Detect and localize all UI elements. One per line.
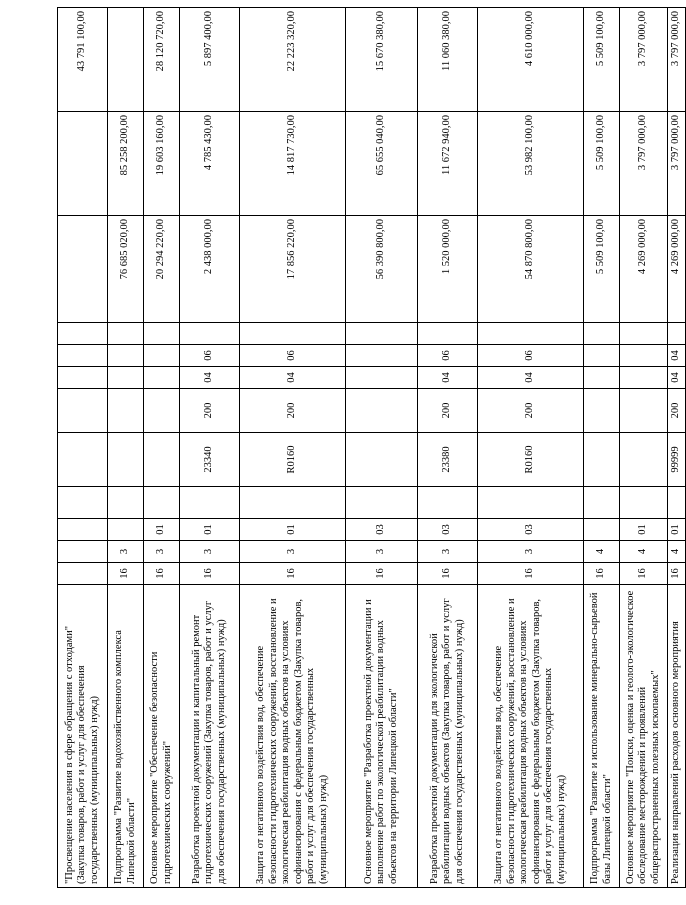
measure-code-cell — [240, 487, 346, 519]
expense-direction-cell — [584, 433, 620, 487]
measure-code-cell — [584, 487, 620, 519]
subprogram-code-cell: 01 — [620, 519, 668, 541]
subsection-code-cell — [346, 345, 418, 367]
program-code-cell: 3 — [346, 541, 418, 563]
amount-year-2: 65 655 040,00 — [346, 112, 418, 216]
amount-year-2: 11 672 940,00 — [418, 112, 478, 216]
admin-code-cell: 16 — [478, 563, 584, 585]
amount-year-1: 56 390 800,00 — [346, 216, 418, 323]
section-code-cell: 04 — [478, 367, 584, 389]
expense-direction-cell: 23340 — [180, 433, 240, 487]
expense-direction-cell — [58, 433, 108, 487]
table-row — [668, 8, 686, 888]
subprogram-code-cell: 03 — [346, 519, 418, 541]
table-row — [240, 8, 346, 888]
budget-item-name: Основное мероприятие "Поиски, оценка и геолого-экологическое обследование месторождений и проявлений общераспространенных полезных ископаемых" — [620, 585, 668, 888]
amount-year-2: 53 982 100,00 — [478, 112, 584, 216]
rotated-page — [57, 8, 682, 888]
section-code-cell: 04 — [418, 367, 478, 389]
budget-item-name: Подпрограмма "Развитие и использование минерально-сырьевой базы Липецкой области" — [584, 585, 620, 888]
amount-year-3: 5 509 100,00 — [584, 8, 620, 112]
measure-code-cell — [418, 487, 478, 519]
admin-code-cell: 16 — [240, 563, 346, 585]
measure-code-cell — [478, 487, 584, 519]
subsection-code-cell: 06 — [240, 345, 346, 367]
table-row — [144, 8, 180, 888]
admin-code-cell: 16 — [668, 563, 686, 585]
amount-year-1: 17 856 220,00 — [240, 216, 346, 323]
expense-direction-cell — [144, 433, 180, 487]
admin-code-cell — [58, 563, 108, 585]
subprogram-code-cell: 03 — [478, 519, 584, 541]
program-code-cell: 3 — [240, 541, 346, 563]
amount-year-2: 3 797 000,00 — [668, 112, 686, 216]
table-row — [478, 8, 584, 888]
amount-year-3: 43 791 100,00 — [58, 8, 108, 112]
budget-item-name: Основное мероприятие "Разработка проектной документации и выполнение работ по экологической реабилитации водных объектов на территории Липецкой области" — [346, 585, 418, 888]
amount-year-3: 5 897 400,00 — [180, 8, 240, 112]
program-code-cell: 3 — [418, 541, 478, 563]
program-code-cell: 3 — [180, 541, 240, 563]
admin-code-cell: 16 — [180, 563, 240, 585]
admin-code-cell: 16 — [620, 563, 668, 585]
measure-code-cell — [620, 487, 668, 519]
section-code-cell — [108, 367, 144, 389]
expense-type-cell: 200 — [240, 389, 346, 433]
budget-item-name: Защита от негативного воздействия вод, обеспечение безопасности гидротехнических сооружений, восстановление и экологическая реабилитация водных объектов на условиях софинансирования с федеральным бюджетом (Закупка товаров, работ и услуг для обеспечения государственных (муниципальных) нужд) — [478, 585, 584, 888]
amount-year-2: 14 817 730,00 — [240, 112, 346, 216]
budget-item-name: Основное мероприятие "Обеспечение безопасности гидротехнических сооружений" — [144, 585, 180, 888]
empty-cell — [144, 323, 180, 345]
admin-code-cell: 16 — [346, 563, 418, 585]
amount-year-1 — [58, 216, 108, 323]
admin-code-cell: 16 — [144, 563, 180, 585]
empty-cell — [584, 323, 620, 345]
amount-year-2 — [58, 112, 108, 216]
expense-type-cell: 200 — [478, 389, 584, 433]
amount-year-3: 15 670 380,00 — [346, 8, 418, 112]
measure-code-cell — [180, 487, 240, 519]
subsection-code-cell: 06 — [418, 345, 478, 367]
amount-year-3: 3 797 000,00 — [668, 8, 686, 112]
subprogram-code-cell — [108, 519, 144, 541]
admin-code-cell: 16 — [108, 563, 144, 585]
empty-cell — [478, 323, 584, 345]
amount-year-2: 4 785 430,00 — [180, 112, 240, 216]
table-row — [346, 8, 418, 888]
expense-type-cell — [620, 389, 668, 433]
expense-type-cell — [108, 389, 144, 433]
table-row — [620, 8, 668, 888]
amount-year-1: 5 509 100,00 — [584, 216, 620, 323]
section-code-cell — [58, 367, 108, 389]
budget-item-name: "Просвещение населения в сфере обращения с отходами" (Закупка товаров, работ и услуг для обеспечения государственных (муниципальных) нужд) — [58, 585, 108, 888]
empty-cell — [108, 323, 144, 345]
section-code-cell — [620, 367, 668, 389]
expense-type-cell: 200 — [668, 389, 686, 433]
table-row — [584, 8, 620, 888]
expense-type-cell: 200 — [180, 389, 240, 433]
section-code-cell: 04 — [180, 367, 240, 389]
subsection-code-cell — [144, 345, 180, 367]
table-row — [58, 8, 108, 888]
amount-year-3: 4 610 000,00 — [478, 8, 584, 112]
expense-direction-cell — [620, 433, 668, 487]
expense-direction-cell: 23380 — [418, 433, 478, 487]
measure-code-cell — [108, 487, 144, 519]
program-code-cell: 4 — [620, 541, 668, 563]
empty-cell — [240, 323, 346, 345]
table-row — [108, 8, 144, 888]
budget-table — [57, 7, 686, 888]
amount-year-1: 1 520 000,00 — [418, 216, 478, 323]
budget-item-name: Подпрограмма "Развитие водохозяйственного комплекса Липецкой области" — [108, 585, 144, 888]
amount-year-1: 4 269 000,00 — [668, 216, 686, 323]
subsection-code-cell — [108, 345, 144, 367]
expense-type-cell — [144, 389, 180, 433]
table-row — [418, 8, 478, 888]
subsection-code-cell: 06 — [180, 345, 240, 367]
table-row — [180, 8, 240, 888]
program-code-cell: 3 — [478, 541, 584, 563]
empty-cell — [58, 323, 108, 345]
expense-direction-cell — [108, 433, 144, 487]
budget-item-name: Реализация направлений расходов основного мероприятия — [668, 585, 686, 888]
amount-year-3 — [108, 8, 144, 112]
program-code-cell: 3 — [108, 541, 144, 563]
amount-year-3: 22 223 320,00 — [240, 8, 346, 112]
subprogram-code-cell: 01 — [180, 519, 240, 541]
budget-item-name: Разработка проектной документации и капитальный ремонт гидротехнических сооружений (Закупка товаров, работ и услуг для обеспечения государственных (муниципальных) нужд) — [180, 585, 240, 888]
measure-code-cell — [668, 487, 686, 519]
subsection-code-cell — [620, 345, 668, 367]
subprogram-code-cell: 01 — [668, 519, 686, 541]
expense-direction-cell: R0160 — [240, 433, 346, 487]
measure-code-cell — [144, 487, 180, 519]
budget-item-name: Защита от негативного воздействия вод, обеспечение безопасности гидротехнических сооружений, восстановление и экологическая реабилитация водных объектов на условиях софинансирования с федеральным бюджетом (Закупка товаров, работ и услуг для обеспечения государственных (муниципальных) нужд) — [240, 585, 346, 888]
empty-cell — [346, 323, 418, 345]
section-code-cell — [584, 367, 620, 389]
amount-year-2: 3 797 000,00 — [620, 112, 668, 216]
amount-year-2: 85 258 200,00 — [108, 112, 144, 216]
subprogram-code-cell: 01 — [240, 519, 346, 541]
section-code-cell: 04 — [668, 367, 686, 389]
empty-cell — [180, 323, 240, 345]
subprogram-code-cell: 03 — [418, 519, 478, 541]
expense-direction-cell — [346, 433, 418, 487]
subprogram-code-cell — [58, 519, 108, 541]
amount-year-2: 5 509 100,00 — [584, 112, 620, 216]
program-code-cell — [58, 541, 108, 563]
measure-code-cell — [58, 487, 108, 519]
program-code-cell: 4 — [668, 541, 686, 563]
expense-type-cell — [346, 389, 418, 433]
empty-cell — [418, 323, 478, 345]
amount-year-3: 28 120 720,00 — [144, 8, 180, 112]
amount-year-1: 20 294 220,00 — [144, 216, 180, 323]
amount-year-3: 3 797 000,00 — [620, 8, 668, 112]
section-code-cell: 04 — [240, 367, 346, 389]
empty-cell — [620, 323, 668, 345]
section-code-cell — [144, 367, 180, 389]
expense-type-cell: 200 — [418, 389, 478, 433]
expense-type-cell — [584, 389, 620, 433]
expense-type-cell — [58, 389, 108, 433]
admin-code-cell: 16 — [584, 563, 620, 585]
amount-year-3: 11 060 380,00 — [418, 8, 478, 112]
expense-direction-cell: 99999 — [668, 433, 686, 487]
amount-year-2: 19 603 160,00 — [144, 112, 180, 216]
subsection-code-cell — [584, 345, 620, 367]
subprogram-code-cell: 01 — [144, 519, 180, 541]
budget-item-name: Разработка проектной документации для экологической реабилитации водных объектов (Закупка товаров, работ и услуг для обеспечения государственных (муниципальных) нужд) — [418, 585, 478, 888]
subsection-code-cell: 06 — [478, 345, 584, 367]
amount-year-1: 4 269 000,00 — [620, 216, 668, 323]
subsection-code-cell — [58, 345, 108, 367]
amount-year-1: 76 685 020,00 — [108, 216, 144, 323]
empty-cell — [668, 323, 686, 345]
admin-code-cell: 16 — [418, 563, 478, 585]
program-code-cell: 3 — [144, 541, 180, 563]
program-code-cell: 4 — [584, 541, 620, 563]
amount-year-1: 54 870 800,00 — [478, 216, 584, 323]
measure-code-cell — [346, 487, 418, 519]
section-code-cell — [346, 367, 418, 389]
subprogram-code-cell — [584, 519, 620, 541]
amount-year-1: 2 438 000,00 — [180, 216, 240, 323]
subsection-code-cell: 04 — [668, 345, 686, 367]
expense-direction-cell: R0160 — [478, 433, 584, 487]
